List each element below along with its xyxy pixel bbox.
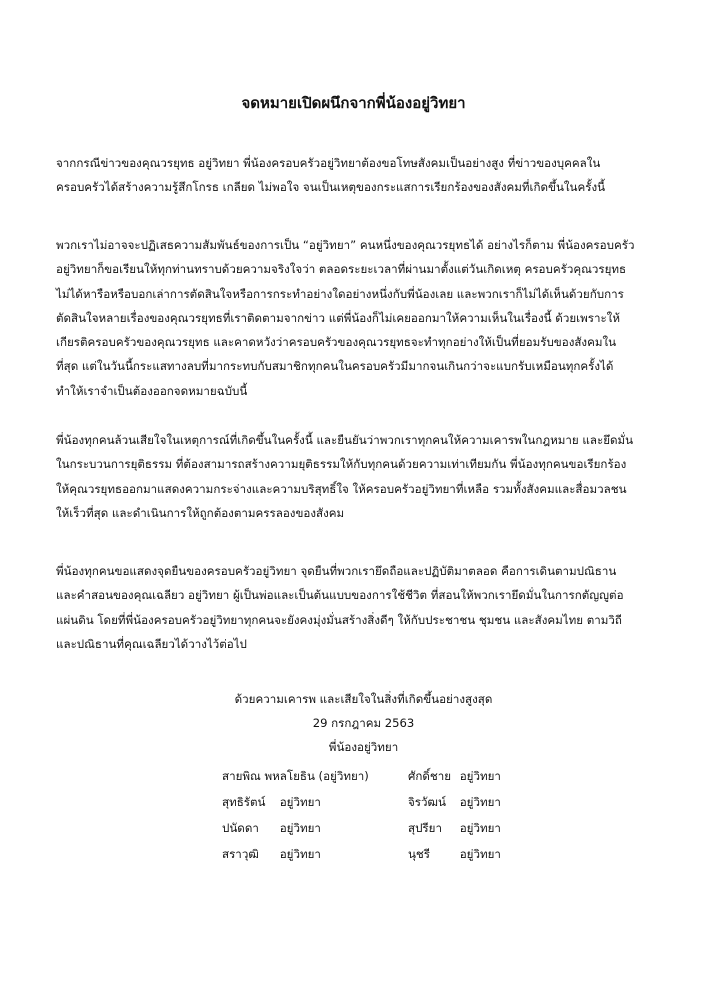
signatory-family-name: อยู่วิทยา <box>279 847 321 861</box>
signatory-given-name: จิรวัฒน์ <box>408 795 446 809</box>
signatory <box>222 842 321 866</box>
signatory-family-name: อยู่วิทยา <box>279 821 321 835</box>
signatory <box>222 790 321 814</box>
paragraph-line: พี่น้องทุกคนขอแสดงจุดยืนของครอบครัวอยู่วิทยา จุดยืนที่พวกเรายึดถือและปฏิบัติมาตลอด คือการเดินตามปณิธาน <box>56 564 617 578</box>
signatory <box>408 764 501 788</box>
paragraph-line: ไม่ได้หารือหรือบอกเล่าการตัดสินใจหรือการกระทำอย่างใดอย่างหนึ่งกับพี่น้องเลย และพวกเราก็ไม่ได้เห็นด้วยกับการ <box>56 286 624 301</box>
closing-signoff: พี่น้องอยู่วิทยา <box>328 740 399 754</box>
signatory <box>408 842 501 866</box>
paragraph-line: ให้คุณวรยุทธออกมาแสดงความกระจ่างและความบริสุทธิ์ใจ ให้ครอบครัวอยู่วิทยาที่เหลือ รวมทั้งสังคมและสื่อมวลชน <box>56 481 627 496</box>
signatory-given-name: นุชรี <box>408 847 431 861</box>
signatory <box>408 816 501 840</box>
signatory-family-name: อยู่วิทยา <box>279 795 321 809</box>
paragraph-line: อยู่วิทยาก็ขอเรียนให้ทุกท่านทราบด้วยความจริงใจว่า ตลอดระยะเวลาที่ผ่านมาตั้งแต่วันเกิดเหตุ ครอบครัวคุณวรยุทธ <box>56 262 627 277</box>
closing-date: 29 กรกฎาคม 2563 <box>312 716 415 730</box>
paragraph-line: ครอบครัวได้สร้างความรู้สึกโกรธ เกลียด ไม่พอใจ จนเป็นเหตุของกระแสการเรียกร้องของสังคมที่เกิดขึ้นในครั้งนี้ <box>56 180 606 195</box>
signatory <box>408 790 501 814</box>
paragraph-line: เกียรติครอบครัวของคุณวรยุทธ และคาดหวังว่าครอบครัวของคุณวรยุทธจะทำทุกอย่างให้เป็นที่ยอมรับของสังคมใน <box>56 335 617 350</box>
signatory-name: สายพิณ พหลโยธิน (อยู่วิทยา) <box>222 769 369 783</box>
paragraph-line: ให้เร็วที่สุด และดำเนินการให้ถูกต้องตามครรลองของสังคม <box>56 505 345 520</box>
paragraph-line: และคำสอนของคุณเฉลียว อยู่วิทยา ผู้เป็นพ่อและเป็นต้นแบบของการใช้ชีวิต ที่สอนให้พวกเรายึดมั่นในการกตัญญูต่อ <box>56 588 624 603</box>
signatory-family-name: อยู่วิทยา <box>459 847 501 861</box>
paragraph-line: และปณิธานที่คุณเฉลียวได้วางไว้ต่อไป <box>56 636 247 651</box>
paragraph-line: พวกเราไม่อาจจะปฏิเสธความสัมพันธ์ของการเป็น “อยู่วิทยา” คนหนึ่งของคุณวรยุทธได้ อย่างไรก็ตาม พี่น้องครอบครัว <box>56 238 635 252</box>
paragraph-line: ทำให้เราจำเป็นต้องออกจดหมายฉบับนี้ <box>56 383 248 398</box>
letter-title: จดหมายเปิดผนึกจากพี่น้องอยู่วิทยา <box>241 94 466 112</box>
paragraph-line: ตัดสินใจหลายเรื่องของคุณวรยุทธที่เราติดตามจากข่าว แต่พี่น้องก็ไม่เคยออกมาให้ความเห็นในเรื่องนี้ ด้วยเพราะให้ <box>56 310 620 325</box>
closing-regards: ด้วยความเคารพ และเสียใจในสิ่งที่เกิดขึ้นอย่างสูงสุด <box>234 692 493 706</box>
signatory-given-name: ปนัดดา <box>222 821 259 835</box>
signatory <box>222 816 321 840</box>
signatory-given-name: สุทธิรัตน์ <box>222 795 266 809</box>
signatory-given-name: สุปรียา <box>408 821 442 835</box>
signatory-family-name: อยู่วิทยา <box>459 821 501 835</box>
paragraph-line: จากกรณีข่าวของคุณวรยุทธ อยู่วิทยา พี่น้องครอบครัวอยู่วิทยาต้องขอโทษสังคมเป็นอย่างสูง ที่ข่าวของบุคคลใน <box>56 156 601 170</box>
paragraph-line: ในกระบวนการยุติธรรม ที่ต้องสามารถสร้างความยุติธรรมให้กับทุกคนด้วยความเท่าเทียมกัน พี่น้องทุกคนขอเรียกร้อง <box>56 457 627 472</box>
paragraph-line: พี่น้องทุกคนล้วนเสียใจในเหตุการณ์ที่เกิดขึ้นในครั้งนี้ และยืนยันว่าพวกเราทุกคนให้ความเคารพในกฎหมาย และยึดมั่น <box>56 433 634 447</box>
paragraph-stance <box>56 559 664 656</box>
paragraph-relationship <box>56 233 664 403</box>
paragraph-justice <box>56 428 664 525</box>
paragraph-line: แผ่นดิน โดยที่พี่น้องครอบครัวอยู่วิทยาทุกคนจะยังคงมุ่งมั่นสร้างสิ่งดีๆ ให้กับประชาชน ชุมชน และสังคมไทย ตามวิถี <box>56 612 622 627</box>
paragraph-apology <box>56 151 664 200</box>
signatory-family-name: อยู่วิทยา <box>459 795 501 809</box>
signatory-given-name: สราวุฒิ <box>222 847 259 861</box>
signatory-given-name: ศักดิ์ชาย <box>408 769 452 783</box>
paragraph-line: ที่สุด แต่ในวันนี้กระแสทางลบที่มากระทบกับสมาชิกทุกคนในครอบครัวมีมากจนเกินกว่าจะแบกรับเหมือนทุกครั้งได้ <box>56 359 614 374</box>
signatory-family-name: อยู่วิทยา <box>459 769 501 783</box>
signatory <box>222 764 369 788</box>
